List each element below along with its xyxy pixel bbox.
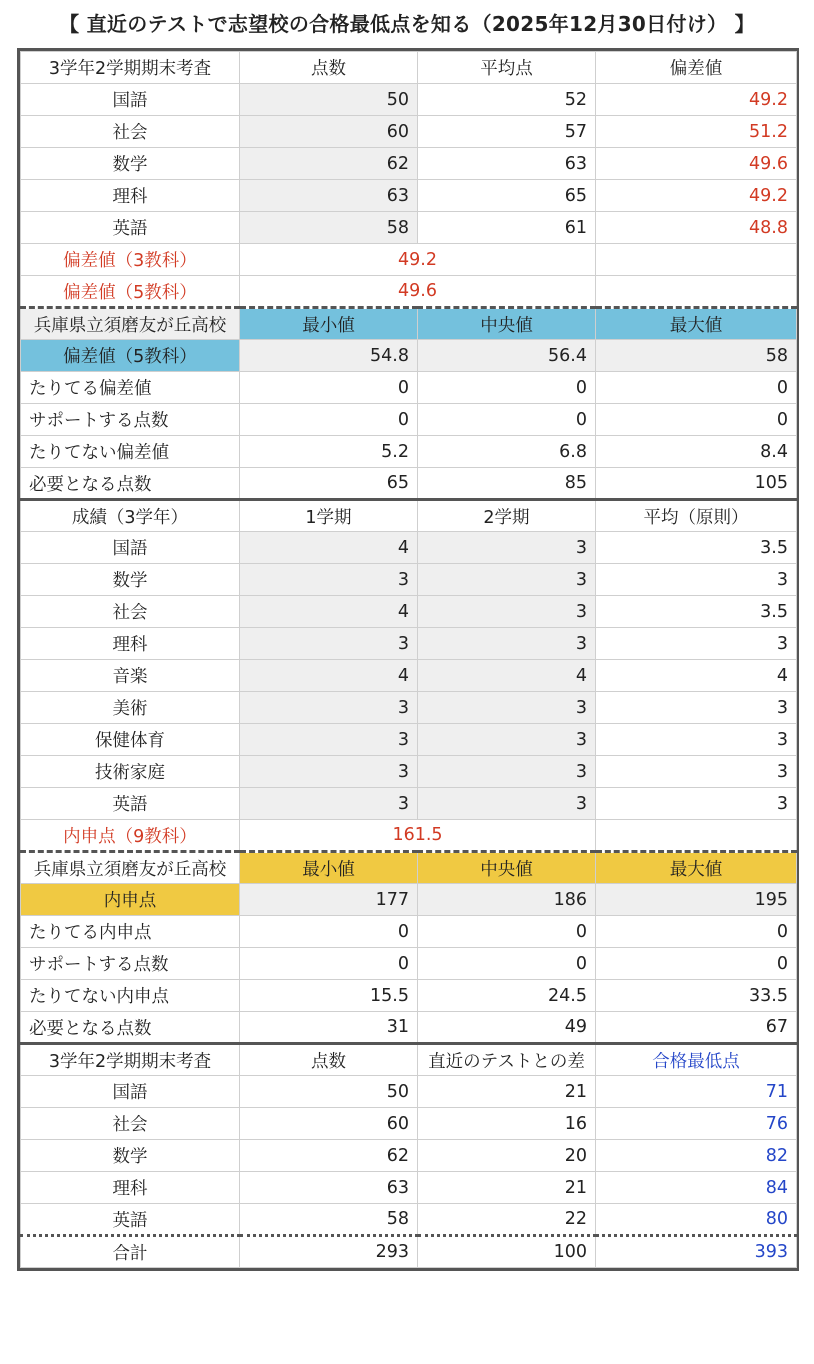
school-naishin-row: [21, 1012, 797, 1044]
school-naishin-row: [21, 916, 797, 948]
pass-min: 82: [596, 1140, 797, 1172]
dev3-label: 偏差値（3教科）: [21, 244, 240, 276]
exam-score: 63: [240, 180, 418, 212]
pass-subject: 英語: [21, 1204, 240, 1236]
pass-min: 71: [596, 1076, 797, 1108]
grades-subject: 数学: [21, 564, 240, 596]
exam-avg: 65: [418, 180, 596, 212]
school-dev-min: 5.2: [240, 436, 418, 468]
grades-t2: 3: [418, 596, 596, 628]
school-naishin-label: たりてる内申点: [21, 916, 240, 948]
school-naishin-row: [21, 980, 797, 1012]
grades-avg: 3: [596, 692, 797, 724]
grades-subject: 社会: [21, 596, 240, 628]
exam-avg: 61: [418, 212, 596, 244]
grades-t1: 3: [240, 628, 418, 660]
pass-row: [21, 1172, 797, 1204]
header-min: 最小値: [240, 308, 418, 340]
exam-subject: 数学: [21, 148, 240, 180]
grades-row: [21, 532, 797, 564]
school-naishin-min: 0: [240, 948, 418, 980]
school-naishin-min: 0: [240, 916, 418, 948]
exam-header-avg: 平均点: [418, 52, 596, 84]
pass-total-diff: 100: [418, 1236, 596, 1268]
school-naishin-label: サポートする点数: [21, 948, 240, 980]
school-dev-max: 58: [596, 340, 797, 372]
page-title: 【 直近のテストで志望校の合格最低点を知る（2025年12月30日付け） 】: [59, 12, 755, 36]
school-naishin-label: 内申点: [21, 884, 240, 916]
exam-dev: 49.2: [596, 84, 797, 116]
school-naishin-mid: 49: [418, 1012, 596, 1044]
pass-total-score: 293: [240, 1236, 418, 1268]
grades-header-label: 成績（3学年）: [21, 500, 240, 532]
grades-t1: 3: [240, 724, 418, 756]
school-dev-max: 0: [596, 372, 797, 404]
exam-avg: 57: [418, 116, 596, 148]
school-naishin-min: 177: [240, 884, 418, 916]
header-mid: 中央値: [418, 308, 596, 340]
exam-subject: 英語: [21, 212, 240, 244]
exam-dev: 49.6: [596, 148, 797, 180]
pass-score: 58: [240, 1204, 418, 1236]
school-dev-min: 54.8: [240, 340, 418, 372]
pass-subject: 国語: [21, 1076, 240, 1108]
empty-cell: [596, 276, 797, 308]
exam-row: [21, 180, 797, 212]
exam-score: 58: [240, 212, 418, 244]
grades-header-t2: 2学期: [418, 500, 596, 532]
exam-score: 50: [240, 84, 418, 116]
grades-header-t1: 1学期: [240, 500, 418, 532]
pass-min: 76: [596, 1108, 797, 1140]
school-dev-label: 偏差値（5教科）: [21, 340, 240, 372]
pass-header-label: 3学年2学期期末考査: [21, 1044, 240, 1076]
header-max: 最大値: [596, 852, 797, 884]
school-naishin-mid: 0: [418, 916, 596, 948]
school-dev-max: 8.4: [596, 436, 797, 468]
exam-dev: 49.2: [596, 180, 797, 212]
exam-row: [21, 212, 797, 244]
grades-avg: 3: [596, 628, 797, 660]
naishin-value: 161.5: [240, 820, 596, 852]
school-dev-min: 0: [240, 372, 418, 404]
school-naishin-row: [21, 948, 797, 980]
exam-score: 62: [240, 148, 418, 180]
school-dev-mid: 0: [418, 404, 596, 436]
grades-avg: 3: [596, 724, 797, 756]
pass-min: 84: [596, 1172, 797, 1204]
pass-diff: 21: [418, 1172, 596, 1204]
grades-t1: 3: [240, 692, 418, 724]
grades-avg: 3.5: [596, 596, 797, 628]
header-mid: 中央値: [418, 852, 596, 884]
pass-header-score: 点数: [240, 1044, 418, 1076]
grades-avg: 3.5: [596, 532, 797, 564]
results-table: [20, 51, 797, 1268]
dev3-value: 49.2: [240, 244, 596, 276]
school-dev-label: 必要となる点数: [21, 468, 240, 500]
school-dev-mid: 85: [418, 468, 596, 500]
exam-subject: 理科: [21, 180, 240, 212]
results-table-frame: [17, 48, 799, 1271]
school-dev-mid: 6.8: [418, 436, 596, 468]
dev5-label: 偏差値（5教科）: [21, 276, 240, 308]
grades-avg: 3: [596, 788, 797, 820]
grades-t2: 3: [418, 692, 596, 724]
school-dev-max: 105: [596, 468, 797, 500]
grades-t2: 3: [418, 532, 596, 564]
grades-row: [21, 756, 797, 788]
grades-t1: 4: [240, 596, 418, 628]
exam-header-dev: 偏差値: [596, 52, 797, 84]
exam-row: [21, 148, 797, 180]
grades-subject: 国語: [21, 532, 240, 564]
pass-row: [21, 1140, 797, 1172]
school-naishin-min: 31: [240, 1012, 418, 1044]
grades-t2: 3: [418, 788, 596, 820]
school-dev-row: [21, 468, 797, 500]
header-max: 最大値: [596, 308, 797, 340]
pass-total-label: 合計: [21, 1236, 240, 1268]
pass-diff: 16: [418, 1108, 596, 1140]
empty-cell: [596, 244, 797, 276]
school-dev-row: [21, 404, 797, 436]
school-dev-max: 0: [596, 404, 797, 436]
exam-dev: 48.8: [596, 212, 797, 244]
dev5-value: 49.6: [240, 276, 596, 308]
pass-row: [21, 1076, 797, 1108]
exam-avg: 63: [418, 148, 596, 180]
school-naishin-mid: 186: [418, 884, 596, 916]
grades-t1: 4: [240, 660, 418, 692]
naishin-row: [21, 820, 797, 852]
school-naishin-mid: 0: [418, 948, 596, 980]
grades-t2: 4: [418, 660, 596, 692]
pass-diff: 22: [418, 1204, 596, 1236]
grades-t2: 3: [418, 564, 596, 596]
grades-t1: 3: [240, 564, 418, 596]
grades-t2: 3: [418, 724, 596, 756]
exam-row: [21, 116, 797, 148]
pass-diff: 21: [418, 1076, 596, 1108]
grades-t2: 3: [418, 756, 596, 788]
exam-dev: 51.2: [596, 116, 797, 148]
exam-subject: 社会: [21, 116, 240, 148]
pass-header-min: 合格最低点: [596, 1044, 797, 1076]
grades-row: [21, 596, 797, 628]
grades-subject: 保健体育: [21, 724, 240, 756]
school-dev-mid: 56.4: [418, 340, 596, 372]
dev3-row: [21, 244, 797, 276]
school-dev-row: [21, 372, 797, 404]
school-naishin-header-row: [21, 852, 797, 884]
grades-row: [21, 660, 797, 692]
grades-t1: 3: [240, 756, 418, 788]
school-dev-min: 65: [240, 468, 418, 500]
school-naishin-max: 67: [596, 1012, 797, 1044]
pass-subject: 理科: [21, 1172, 240, 1204]
school-naishin-min: 15.5: [240, 980, 418, 1012]
school-name: 兵庫県立須磨友が丘高校: [21, 852, 240, 884]
pass-score: 50: [240, 1076, 418, 1108]
pass-row: [21, 1108, 797, 1140]
school-naishin-row: [21, 884, 797, 916]
pass-score: 63: [240, 1172, 418, 1204]
exam-score: 60: [240, 116, 418, 148]
exam-header-label: 3学年2学期期末考査: [21, 52, 240, 84]
exam-header-score: 点数: [240, 52, 418, 84]
school-dev-header-row: [21, 308, 797, 340]
grades-subject: 理科: [21, 628, 240, 660]
grades-row: [21, 788, 797, 820]
pass-min: 80: [596, 1204, 797, 1236]
naishin-label: 内申点（9教科）: [21, 820, 240, 852]
header-min: 最小値: [240, 852, 418, 884]
grades-row: [21, 692, 797, 724]
school-naishin-label: 必要となる点数: [21, 1012, 240, 1044]
pass-header-diff: 直近のテストとの差: [418, 1044, 596, 1076]
grades-subject: 技術家庭: [21, 756, 240, 788]
grades-avg: 3: [596, 756, 797, 788]
school-dev-mid: 0: [418, 372, 596, 404]
school-dev-row: [21, 436, 797, 468]
school-naishin-max: 0: [596, 948, 797, 980]
school-dev-min: 0: [240, 404, 418, 436]
grades-t1: 4: [240, 532, 418, 564]
pass-total-min: 393: [596, 1236, 797, 1268]
dev5-row: [21, 276, 797, 308]
school-dev-label: たりてる偏差値: [21, 372, 240, 404]
empty-cell: [596, 820, 797, 852]
pass-score: 62: [240, 1140, 418, 1172]
grades-avg: 4: [596, 660, 797, 692]
school-naishin-max: 195: [596, 884, 797, 916]
grades-subject: 美術: [21, 692, 240, 724]
school-dev-row: [21, 340, 797, 372]
exam-avg: 52: [418, 84, 596, 116]
exam-row: [21, 84, 797, 116]
pass-header-row: [21, 1044, 797, 1076]
school-naishin-label: たりてない内申点: [21, 980, 240, 1012]
grades-t2: 3: [418, 628, 596, 660]
school-naishin-max: 0: [596, 916, 797, 948]
grades-avg: 3: [596, 564, 797, 596]
pass-subject: 数学: [21, 1140, 240, 1172]
pass-subject: 社会: [21, 1108, 240, 1140]
grades-row: [21, 724, 797, 756]
pass-row: [21, 1204, 797, 1236]
grades-header-row: [21, 500, 797, 532]
grades-row: [21, 628, 797, 660]
grades-header-avg: 平均（原則）: [596, 500, 797, 532]
exam-subject: 国語: [21, 84, 240, 116]
school-naishin-mid: 24.5: [418, 980, 596, 1012]
school-dev-label: たりてない偏差値: [21, 436, 240, 468]
pass-score: 60: [240, 1108, 418, 1140]
grades-subject: 音楽: [21, 660, 240, 692]
grades-t1: 3: [240, 788, 418, 820]
school-naishin-max: 33.5: [596, 980, 797, 1012]
pass-diff: 20: [418, 1140, 596, 1172]
pass-total-row: [21, 1236, 797, 1268]
grades-subject: 英語: [21, 788, 240, 820]
school-dev-label: サポートする点数: [21, 404, 240, 436]
grades-row: [21, 564, 797, 596]
exam-header-row: [21, 52, 797, 84]
school-name: 兵庫県立須磨友が丘高校: [21, 308, 240, 340]
